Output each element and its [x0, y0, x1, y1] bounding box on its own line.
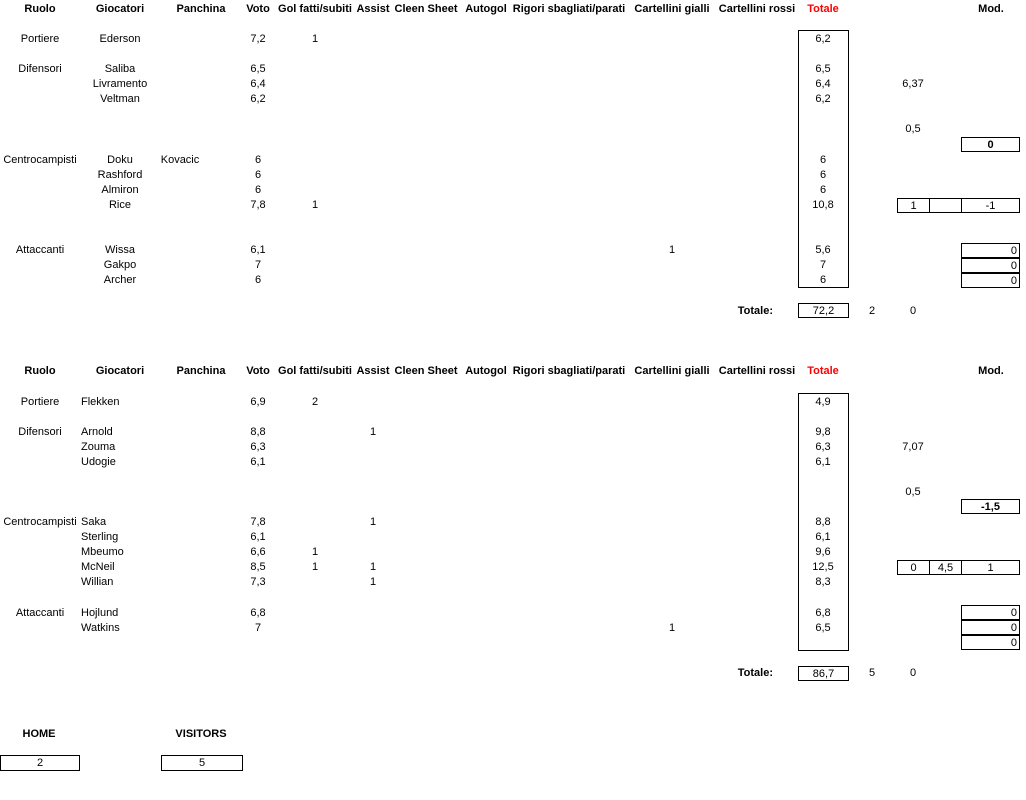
extra-value: 0: [909, 667, 917, 679]
bonus-value: 0,5: [905, 123, 921, 135]
player-voto: 8,5: [250, 561, 266, 573]
role-centrocampisti: Centrocampisti: [3, 154, 77, 166]
player-totale: 10,8: [812, 199, 834, 211]
mod-attack-cell: [961, 243, 1020, 258]
mod-attack-cell: [961, 620, 1020, 635]
player-totale: 8,8: [815, 516, 831, 528]
mod-mid-a-value: 1: [910, 200, 917, 212]
player-gol: 1: [311, 546, 319, 558]
visitors-label: VISITORS: [175, 728, 227, 740]
player-totale: 4,9: [815, 396, 831, 408]
player-voto: 7,8: [250, 199, 266, 211]
player-gol: 1: [311, 199, 319, 211]
mod-mid-cell-a: [897, 198, 930, 213]
player-totale: 6,3: [815, 441, 831, 453]
header-panchina: Panchina: [176, 365, 226, 377]
player-totale: 8,3: [815, 576, 831, 588]
goals-value: 2: [868, 305, 876, 317]
header-rigori: Rigori sbagliati/parati: [512, 3, 626, 15]
header-gialli: Cartellini gialli: [634, 365, 710, 377]
player-panchina: Kovacic: [160, 154, 200, 166]
mod-defense-value: 0: [987, 139, 994, 151]
player-voto: 6,1: [250, 244, 266, 256]
role-centrocampisti: Centrocampisti: [3, 516, 77, 528]
mod-attack-value: 0: [1010, 275, 1017, 287]
header-voto: Voto: [246, 3, 270, 15]
player-assist: 1: [369, 426, 377, 438]
home-score-box: [0, 755, 80, 771]
header-ruolo: Ruolo: [24, 3, 56, 15]
player-voto: 6,8: [250, 607, 266, 619]
player-voto: 7: [254, 622, 262, 634]
mod-attack-value: 0: [1010, 245, 1017, 257]
player-totale: 6: [819, 184, 827, 196]
mod-attack-value: 0: [1010, 260, 1017, 272]
defense-average: 6,37: [902, 78, 924, 90]
player-name: Flekken: [81, 396, 120, 408]
player-totale: 6,4: [815, 78, 831, 90]
visitors-score: 5: [198, 757, 206, 769]
player-totale: 6: [819, 154, 827, 166]
player-assist: 1: [369, 576, 377, 588]
player-totale: 6,5: [815, 622, 831, 634]
header-assist: Assist: [356, 3, 390, 15]
mod-mid-cell-b: [929, 560, 962, 575]
mod-mid-value: 1: [987, 562, 994, 574]
goals-value: 5: [868, 667, 876, 679]
player-voto: 8,8: [250, 426, 266, 438]
totale-value: 86,7: [812, 668, 835, 680]
player-gol: 2: [311, 396, 319, 408]
player-totale: 9,8: [815, 426, 831, 438]
player-totale: 6,5: [815, 63, 831, 75]
player-voto: 6,3: [250, 441, 266, 453]
player-name: Rashford: [97, 169, 143, 181]
mod-attack-cell: [961, 635, 1020, 650]
player-totale: 6: [819, 169, 827, 181]
header-rossi: Cartellini rossi: [718, 365, 796, 377]
mod-attack-cell: [961, 605, 1020, 620]
player-voto: 7,3: [250, 576, 266, 588]
header-ruolo: Ruolo: [24, 365, 56, 377]
player-gialli: 1: [668, 622, 676, 634]
player-gol: 1: [311, 33, 319, 45]
header-totale: Totale: [807, 365, 839, 377]
totale-value: 72,2: [812, 305, 835, 317]
player-voto: 6,2: [250, 93, 266, 105]
header-totale: Totale: [807, 3, 839, 15]
role-portiere: Portiere: [20, 33, 60, 45]
player-voto: 6,5: [250, 63, 266, 75]
player-name: Doku: [107, 154, 133, 166]
player-name: Saka: [81, 516, 107, 528]
player-assist: 1: [369, 561, 377, 573]
player-voto: 6,9: [250, 396, 266, 408]
player-voto: 6: [254, 154, 262, 166]
header-autogol: Autogol: [465, 3, 507, 15]
header-assist: Assist: [356, 365, 390, 377]
home-label: HOME: [22, 728, 56, 740]
player-name: Rice: [108, 199, 132, 211]
player-totale: 12,5: [812, 561, 834, 573]
mod-attack-value: 0: [1010, 637, 1017, 649]
visitors-score-box: [161, 755, 243, 771]
player-totale: 6,2: [815, 33, 831, 45]
player-totale: 6,1: [815, 456, 831, 468]
mod-mid-cell-c: [961, 198, 1020, 213]
player-name: Wissa: [105, 244, 135, 256]
mod-defense-box: [961, 137, 1020, 152]
header-mod: Mod.: [978, 3, 1004, 15]
home-score: 2: [36, 757, 44, 769]
player-voto: 6,6: [250, 546, 266, 558]
role-attaccanti: Attaccanti: [15, 244, 65, 256]
player-voto: 7,2: [250, 33, 266, 45]
player-totale: 5,6: [815, 244, 831, 256]
player-name: Livramento: [92, 78, 148, 90]
player-totale: 6,8: [815, 607, 831, 619]
totale-label: Totale:: [737, 305, 773, 317]
player-totale: 7: [819, 259, 827, 271]
player-name: Veltman: [100, 93, 140, 105]
totale-label: Totale:: [737, 667, 773, 679]
player-name: Zouma: [81, 441, 116, 453]
header-voto: Voto: [246, 365, 270, 377]
player-totale: 6,2: [815, 93, 831, 105]
player-name: Archer: [103, 274, 137, 286]
player-totale: 6,1: [815, 531, 831, 543]
header-clean-sheet: Cleen Sheet: [394, 3, 458, 15]
role-difensori: Difensori: [18, 63, 62, 75]
player-totale: 6: [819, 274, 827, 286]
player-voto: 6,1: [250, 456, 266, 468]
role-attaccanti: Attaccanti: [15, 607, 65, 619]
player-name: Watkins: [81, 622, 120, 634]
player-name: Mbeumo: [81, 546, 124, 558]
header-clean-sheet: Cleen Sheet: [394, 365, 458, 377]
player-name: Saliba: [104, 63, 136, 75]
totale-box: [798, 303, 849, 318]
mod-mid-cell-a: [897, 560, 930, 575]
mod-mid-cell-b: [929, 198, 962, 213]
player-assist: 1: [369, 516, 377, 528]
header-mod: Mod.: [978, 365, 1004, 377]
player-name: Arnold: [81, 426, 113, 438]
totale-column-box: [798, 30, 849, 288]
header-rigori: Rigori sbagliati/parati: [512, 365, 626, 377]
mod-mid-a-value: 0: [910, 562, 917, 574]
player-gialli: 1: [668, 244, 676, 256]
player-voto: 7: [254, 259, 262, 271]
player-totale: 9,6: [815, 546, 831, 558]
player-name: McNeil: [81, 561, 115, 573]
header-panchina: Panchina: [176, 3, 226, 15]
player-name: Ederson: [99, 33, 141, 45]
player-name: Willian: [81, 576, 114, 588]
player-name: Almiron: [101, 184, 139, 196]
header-gol: Gol fatti/subiti: [278, 3, 352, 15]
mod-attack-value: 0: [1010, 622, 1017, 634]
player-voto: 6: [254, 274, 262, 286]
player-voto: 6,1: [250, 531, 266, 543]
mod-defense-box: [961, 499, 1020, 514]
player-voto: 7,8: [250, 516, 266, 528]
player-gol: 1: [311, 561, 319, 573]
defense-average: 7,07: [902, 441, 924, 453]
mod-defense-value: -1,5: [981, 501, 1000, 513]
player-name: Hojlund: [81, 607, 119, 619]
role-difensori: Difensori: [18, 426, 62, 438]
role-portiere: Portiere: [20, 396, 60, 408]
player-voto: 6: [254, 184, 262, 196]
player-voto: 6: [254, 169, 262, 181]
player-name: Udogie: [81, 456, 116, 468]
player-voto: 6,4: [250, 78, 266, 90]
header-rossi: Cartellini rossi: [718, 3, 796, 15]
header-gol: Gol fatti/subiti: [278, 365, 352, 377]
player-name: Gakpo: [103, 259, 137, 271]
header-giocatori: Giocatori: [95, 3, 145, 15]
totale-box: [798, 666, 849, 681]
header-autogol: Autogol: [465, 365, 507, 377]
mod-attack-cell: [961, 258, 1020, 273]
totale-column-box: [798, 393, 849, 651]
player-name: Sterling: [81, 531, 119, 543]
extra-value: 0: [909, 305, 917, 317]
mod-mid-value: -1: [985, 200, 996, 212]
header-giocatori: Giocatori: [95, 365, 145, 377]
mod-mid-b-value: 4,5: [937, 562, 954, 574]
mod-attack-value: 0: [1010, 607, 1017, 619]
mod-mid-cell-c: [961, 560, 1020, 575]
mod-attack-cell: [961, 273, 1020, 288]
bonus-value: 0,5: [905, 486, 921, 498]
header-gialli: Cartellini gialli: [634, 3, 710, 15]
